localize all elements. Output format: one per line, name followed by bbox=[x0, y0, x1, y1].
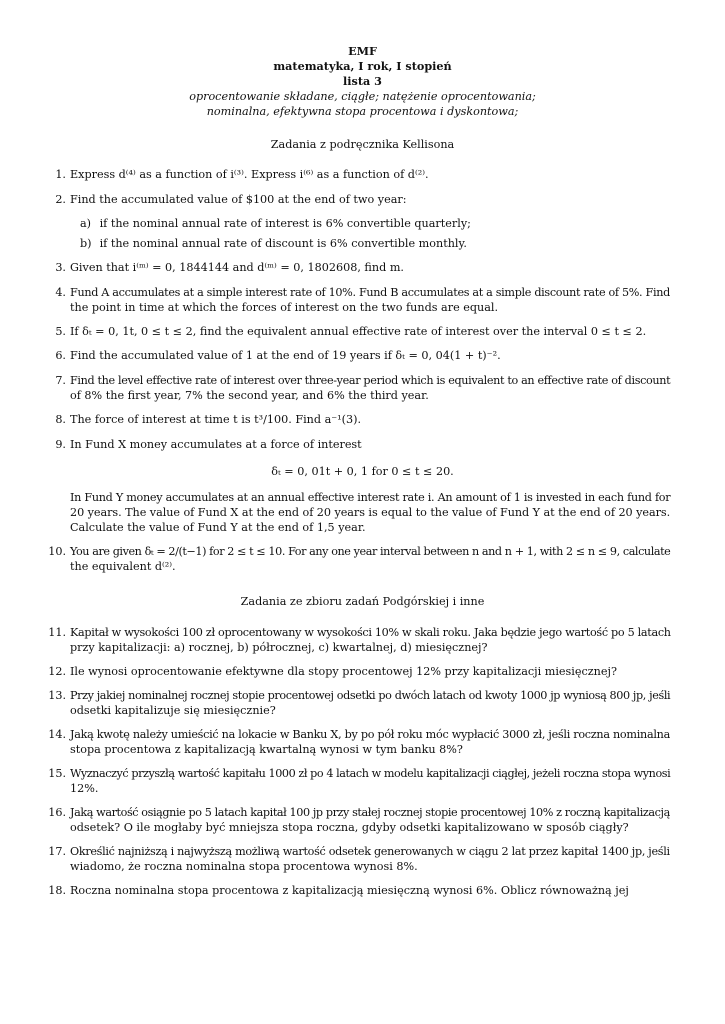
problem-number: 12. bbox=[48, 665, 66, 678]
problem-text: You are given δₜ = 2/(t−1) for 2 ≤ t ≤ 10. For any one year interval between n and n + 1, with 2 ≤ n ≤ 9, calculate bbox=[70, 545, 671, 558]
problem-text: In Fund Y money accumulates at an annual effective interest rate i. An amount of 1 is invested in each fund for bbox=[70, 491, 671, 504]
sub-label: a) bbox=[80, 217, 92, 230]
problem-number: 10. bbox=[48, 545, 66, 558]
problem-text: Przy jakiej nominalnej rocznej stopie procentowej odsetki po dwóch latach od kwoty 1000 jp wyniosą 800 jp, jeśli bbox=[70, 689, 671, 702]
document-title: EMF bbox=[348, 44, 377, 58]
problem-9-continuation bbox=[70, 490, 670, 535]
problem-text: The force of interest at time t is t³/100. Find a⁻¹(3). bbox=[70, 413, 362, 426]
problem-number: 18. bbox=[48, 884, 66, 897]
problem-number: 5. bbox=[55, 325, 66, 338]
sub-text: if the nominal annual rate of discount is 6% convertible monthly. bbox=[99, 237, 467, 250]
problem-text: stopa procentowa z kapitalizacją kwartalną wynosi w tym banku 8%? bbox=[70, 743, 463, 756]
problem-text: Określić najniższą i najwyższą możliwą wartość odsetek generowanych w ciągu 2 lat przez kapitał 1400 jp, jeśli bbox=[70, 845, 670, 858]
course-subtitle: matematyka, I rok, I stopień bbox=[273, 59, 452, 73]
problem-number: 13. bbox=[48, 689, 66, 702]
problem-text: In Fund X money accumulates at a force of interest bbox=[70, 438, 362, 451]
problem-text: Given that i⁽ᵐ⁾ = 0, 1844144 and d⁽ᵐ⁾ = 0, 1802608, find m. bbox=[70, 261, 404, 274]
section-title-podgorska: Zadania ze zbioru zadań Podgórskiej i inne bbox=[240, 595, 485, 608]
problem-text: Find the level effective rate of interest over three-year period which is equivalent to an effective rate of discount bbox=[70, 374, 671, 387]
problem-number: 16. bbox=[48, 806, 66, 819]
problem-text: Jaką kwotę należy umieścić na lokacie w Banku X, by po pół roku móc wypłacić 3000 zł, jeśli roczna nominalna bbox=[70, 728, 670, 741]
topics-line-2: nominalna, efektywna stopa procentowa i dyskontowa; bbox=[206, 105, 519, 118]
sub-text: if the nominal annual rate of interest is 6% convertible quarterly; bbox=[99, 217, 471, 230]
problem-text: odsetki kapitalizuje się miesięcznie? bbox=[70, 704, 276, 717]
problem-text: of 8% the first year, 7% the second year, and 6% the third year. bbox=[70, 389, 429, 402]
section-title-kellison: Zadania z podręcznika Kellisona bbox=[270, 138, 455, 151]
document-header bbox=[0, 44, 725, 119]
problem-number: 8. bbox=[55, 413, 66, 426]
problem-text: Jaką wartość osiągnie po 5 latach kapitał 100 jp przy stałej rocznej stopie procentowej 10% z roczną kapitalizacją bbox=[70, 806, 670, 819]
problem-number: 15. bbox=[48, 767, 66, 780]
problem-number: 6. bbox=[55, 349, 66, 362]
problem-text: If δₜ = 0, 1t, 0 ≤ t ≤ 2, find the equivalent annual effective rate of interest over the interval 0 ≤ t ≤ 2. bbox=[70, 325, 647, 338]
problem-text: Find the accumulated value of $100 at the end of two year: bbox=[70, 193, 407, 206]
problem-number: 3. bbox=[55, 261, 66, 274]
problem-number: 2. bbox=[55, 193, 66, 206]
problem-text: Find the accumulated value of 1 at the end of 19 years if δₜ = 0, 04(1 + t)⁻². bbox=[70, 349, 501, 362]
problem-2-sub-b bbox=[80, 236, 670, 251]
list-number: lista 3 bbox=[343, 74, 382, 88]
sub-label: b) bbox=[80, 237, 92, 250]
problem-text: odsetek? O ile mogłaby być mniejsza stopa roczna, gdyby odsetki kapitalizowano w sposób ciągły? bbox=[70, 821, 629, 834]
problem-text: Express d⁽⁴⁾ as a function of i⁽³⁾. Express i⁽⁶⁾ as a function of d⁽²⁾. bbox=[70, 168, 429, 181]
problem-number: 4. bbox=[55, 286, 66, 299]
problem-text: Fund A accumulates at a simple interest rate of 10%. Fund B accumulates at a simple discount rate of 5%. Find bbox=[70, 286, 670, 299]
problem-number: 7. bbox=[55, 374, 66, 387]
problem-text: 20 years. The value of Fund X at the end of 20 years is equal to the value of Fund Y at the end of 20 years. bbox=[70, 506, 671, 519]
problem-2-sub-a bbox=[80, 216, 670, 231]
problem-text: Kapitał w wysokości 100 zł oprocentowany w wysokości 10% w skali roku. Jaka będzie jego wartość po 5 latach bbox=[70, 626, 671, 639]
problem-number: 17. bbox=[48, 845, 66, 858]
problem-text: Roczna nominalna stopa procentowa z kapitalizacją miesięczną wynosi 6%. Oblicz równoważną jej bbox=[70, 884, 629, 897]
problem-number: 11. bbox=[48, 626, 66, 639]
problem-text: Wyznaczyć przyszłą wartość kapitału 1000 zł po 4 latach w modelu kapitalizacji ciągłej, jeżeli roczna stopa wynosi bbox=[70, 767, 671, 780]
problem-text: wiadomo, że roczna nominalna stopa procentowa wynosi 8%. bbox=[70, 860, 418, 873]
problem-text: 12%. bbox=[70, 782, 99, 795]
problem-text: the point in time at which the forces of interest on the two funds are equal. bbox=[70, 301, 499, 314]
problem-9-equation: δₜ = 0, 01t + 0, 1 for 0 ≤ t ≤ 20. bbox=[271, 465, 454, 478]
problem-text: Calculate the value of Fund Y at the end of 1,5 year. bbox=[70, 521, 366, 534]
problem-text: przy kapitalizacji: a) rocznej, b) półrocznej, c) kwartalnej, d) miesięcznej? bbox=[70, 641, 488, 654]
problem-text: the equivalent d⁽²⁾. bbox=[70, 560, 176, 573]
problem-number: 14. bbox=[48, 728, 66, 741]
problem-number: 1. bbox=[55, 168, 66, 181]
problem-text: Ile wynosi oprocentowanie efektywne dla stopy procentowej 12% przy kapitalizacji miesięcznej? bbox=[70, 665, 617, 678]
topics-line-1: oprocentowanie składane, ciągłe; natężenie oprocentowania; bbox=[189, 90, 536, 103]
problem-number: 9. bbox=[55, 438, 66, 451]
